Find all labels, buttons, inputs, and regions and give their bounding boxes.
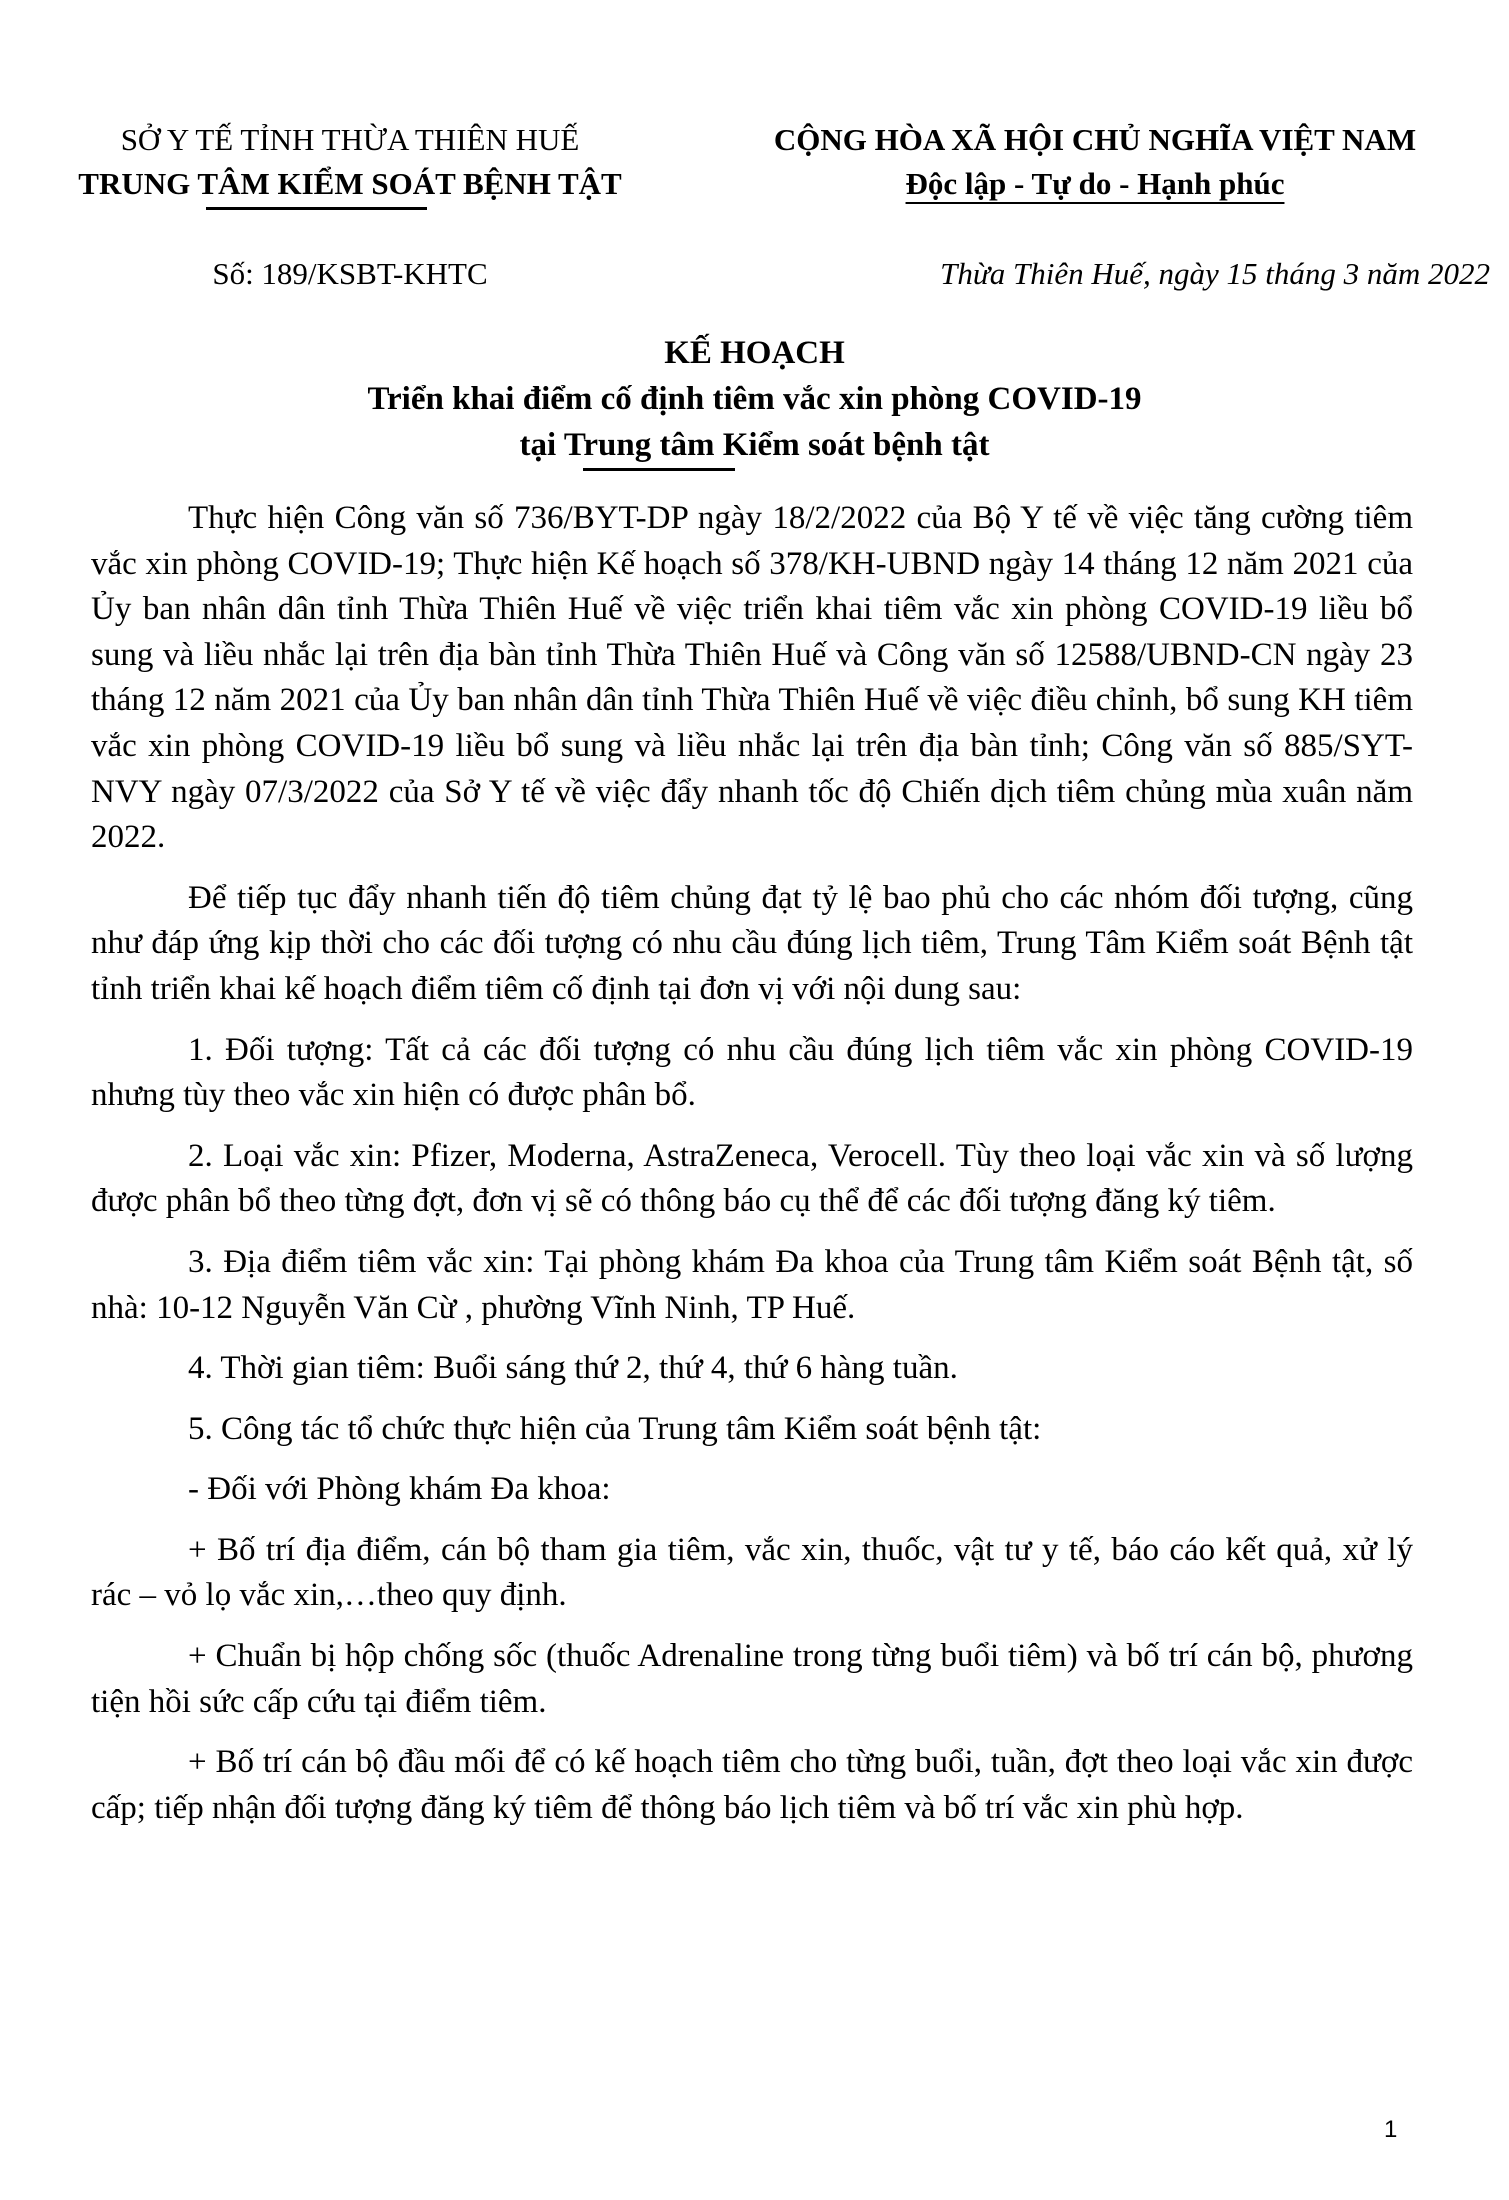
sub-item-clinic: - Đối với Phòng khám Đa khoa:: [188, 1471, 611, 1508]
document-subject-line-2: tại Trung tâm Kiểm soát bệnh tật: [519, 427, 990, 463]
task-focal-point: + Bố trí cán bộ đầu mối để có kế hoạch tiêm cho từng buổi, tuần, đợt theo loại vắc xin được cấp; tiếp nhận đối tượng đăng ký tiêm để thông báo lịch tiêm và bố trí vắc xin phù hợp.: [91, 1744, 1413, 1826]
document-body: [91, 496, 1413, 1831]
item-organization: 5. Công tác tổ chức thực hiện của Trung tâm Kiểm soát bệnh tật:: [188, 1410, 1042, 1447]
item-schedule: 4. Thời gian tiêm: Buổi sáng thứ 2, thứ 4, thứ 6 hàng tuần.: [188, 1350, 958, 1387]
document-subject-line-1: Triển khai điểm cố định tiêm vắc xin phòng COVID-19: [367, 381, 1142, 417]
item-location: 3. Địa điểm tiêm vắc xin: Tại phòng khám Đa khoa của Trung tâm Kiểm soát Bệnh tật, số nhà: 10-12 Nguyễn Văn Cừ , phường Vĩnh Ninh, TP Huế.: [91, 1243, 1413, 1326]
place-and-date: Thừa Thiên Huế, ngày 15 tháng 3 năm 2022: [940, 256, 1490, 291]
paragraph-legal-basis: Thực hiện Công văn số 736/BYT-DP ngày 18/2/2022 của Bộ Y tế về việc tăng cường tiêm vắc xin phòng COVID-19; Thực hiện Kế hoạch số 378/KH-UBND ngày 14 tháng 12 năm 2021 của Ủy ban nhân dân tỉnh Thừa Thiên Huế về việc triển khai tiêm vắc xin phòng COVID-19 liều bổ sung và liều nhắc lại trên địa bàn tỉnh Thừa Thiên Huế và Công văn số 12588/UBND-CN ngày 23 tháng 12 năm 2021 của Ủy ban nhân dân tỉnh Thừa Thiên Huế về việc điều chỉnh, bổ sung KH tiêm vắc xin phòng COVID-19 liều bổ sung và liều nhắc lại trên địa bàn tỉnh; Công văn số 885/SYT-NVY ngày 07/3/2022 của Sở Y tế về việc đẩy nhanh tốc độ Chiến dịch tiêm chủng mùa xuân năm 2022.: [91, 500, 1413, 856]
item-vaccine-types: 2. Loại vắc xin: Pfizer, Moderna, AstraZeneca, Verocell. Tùy theo loại vắc xin và số lượng được phân bổ theo từng đợt, đơn vị sẽ có thông báo cụ thể để các đối tượng đăng ký tiêm.: [91, 1137, 1413, 1220]
page-number: 1: [1384, 2116, 1398, 2143]
task-anti-shock: + Chuẩn bị hộp chống sốc (thuốc Adrenaline trong từng buổi tiêm) và bố trí cán bộ, phương tiện hồi sức cấp cứu tại điểm tiêm.: [91, 1638, 1413, 1720]
document-type: KẾ HOẠCH: [664, 335, 845, 371]
document-title-block: [0, 330, 1509, 468]
national-motto-text: Độc lập - Tự do - Hạnh phúc: [905, 166, 1285, 201]
title-underline: [583, 468, 735, 471]
agency-underline: [206, 207, 427, 210]
national-motto: [700, 162, 1490, 206]
issuing-department: SỞ Y TẾ TỈNH THỪA THIÊN HUẾ: [120, 122, 580, 157]
task-arrange-site: + Bố trí địa điểm, cán bộ tham gia tiêm, vắc xin, thuốc, vật tư y tế, báo cáo kết quả, xử lý rác – vỏ lọ vắc xin,…theo quy định.: [91, 1531, 1413, 1614]
item-target-group: 1. Đối tượng: Tất cả các đối tượng có nhu cầu đúng lịch tiêm vắc xin phòng COVID-19 nhưng tùy theo vắc xin hiện có được phân bổ.: [91, 1031, 1413, 1114]
document-number: Số: 189/KSBT-KHTC: [212, 256, 488, 291]
national-motto-block: [700, 118, 1490, 206]
issuing-agency-block: [0, 118, 700, 206]
country-name: CỘNG HÒA XÃ HỘI CHỦ NGHĨA VIỆT NAM: [773, 122, 1417, 157]
issuing-agency: TRUNG TÂM KIỂM SOÁT BỆNH TẬT: [78, 166, 622, 201]
paragraph-purpose: Để tiếp tục đẩy nhanh tiến độ tiêm chủng đạt tỷ lệ bao phủ cho các nhóm đối tượng, cũng như đáp ứng kịp thời cho các đối tượng có nhu cầu đúng lịch tiêm, Trung Tâm Kiểm soát Bệnh tật tỉnh triển khai kế hoạch điểm tiêm cố định tại đơn vị với nội dung sau:: [91, 879, 1413, 1007]
